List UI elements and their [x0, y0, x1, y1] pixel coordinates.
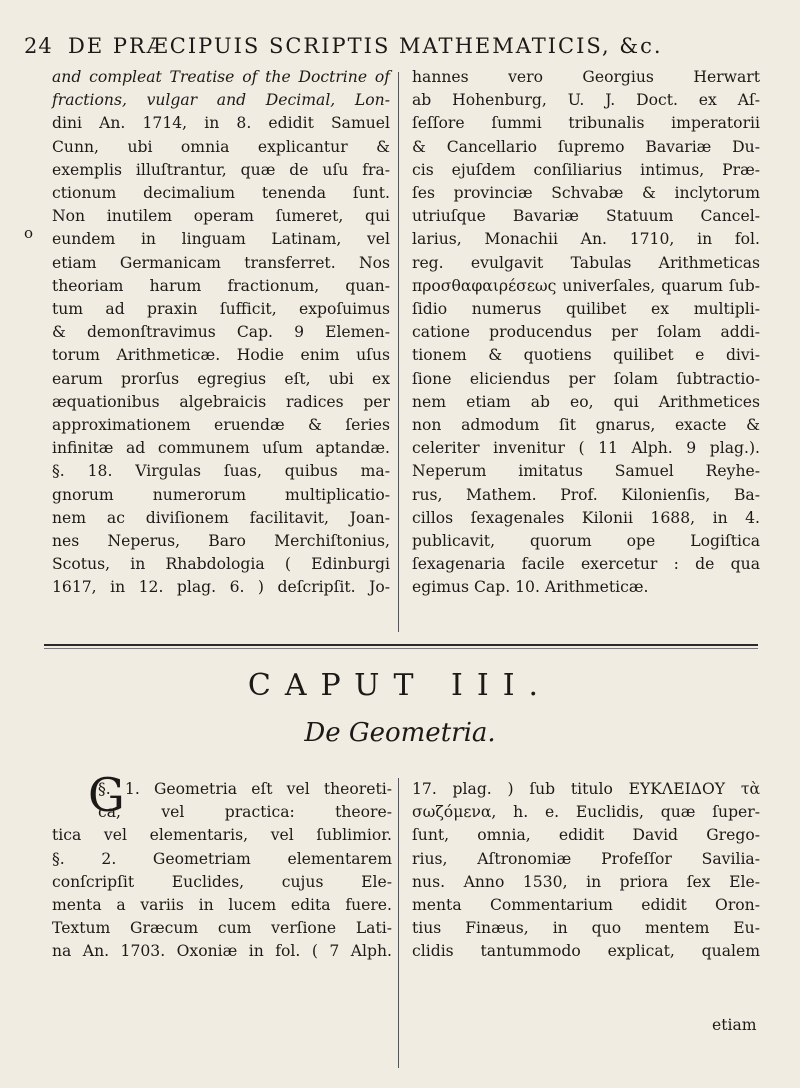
text-line: ſeſſore ſummi tribunalis imperatorii	[412, 114, 760, 133]
text-line: ſunt, omnia, edidit David Grego-	[412, 826, 760, 845]
chapter-heading: CAPUT III.	[247, 668, 553, 703]
running-header	[24, 34, 744, 58]
text-line: theoriam harum fractionum, quan-	[52, 276, 390, 295]
text-line: clidis tantummodo explicat, qualem	[412, 942, 760, 961]
text-line: reg. evulgavit Tabulas Arithmeticas	[412, 253, 760, 272]
page-number: 24	[24, 34, 53, 58]
text-line: §. 18. Virgulas ſuas, quibus ma-	[52, 462, 390, 481]
margin-mark: o	[24, 224, 34, 242]
text-line: gnorum numerorum multiplicatio-	[52, 485, 390, 504]
text-line: hannes vero Georgius Herwart	[412, 68, 760, 86]
text-line: tionem & quotiens quilibet e divi-	[412, 346, 760, 365]
right-column-2	[412, 778, 760, 964]
text-line: ſexagenaria facile exercetur : de qua	[412, 555, 760, 574]
text-line: nem ac diviſionem facilitavit, Joan-	[52, 508, 390, 527]
text-line: tica vel elementaris, vel ſublimior.	[52, 826, 392, 845]
text-line: 17. plag. ) ſub titulo ΕΥΚΛΕΙΔΟΥ τὰ	[412, 780, 760, 798]
text-line: exemplis illuſtrantur, quæ de uſu fra-	[52, 160, 390, 179]
text-line: larius, Monachii An. 1710, in fol.	[412, 230, 760, 249]
text-line: non admodum ſit gnarus, exacte &	[412, 416, 760, 435]
text-line: Scotus, in Rhabdologia ( Edinburgi	[52, 555, 390, 574]
column-divider-2	[398, 778, 399, 1068]
drop-cap: G	[88, 768, 125, 822]
text-line: eundem in linguam Latinam, vel	[52, 230, 390, 249]
text-line: §. 2. Geometriam elementarem	[52, 849, 392, 868]
text-line: tum ad praxin ſufficit, expoſuimus	[52, 300, 390, 319]
text-line: catione producendus per ſolam addi-	[412, 323, 760, 342]
text-line: Neperum imitatus Samuel Reyhe-	[412, 462, 760, 481]
text-line: 1617, in 12. plag. 6. ) deſcripſit. Jo-	[52, 578, 390, 597]
text-line: σωζόμενα, h. e. Euclidis, quæ ſuper-	[412, 803, 760, 822]
running-title: DE PRÆCIPUIS SCRIPTIS MATHEMATICIS, &c.	[68, 34, 663, 58]
text-line: ctionum decimalium tenenda ſunt.	[52, 184, 390, 203]
text-line: & Cancellario ſupremo Bavariæ Du-	[412, 137, 760, 156]
text-line: rus, Mathem. Prof. Kilonienſis, Ba-	[412, 485, 760, 504]
text-line: and compleat Treatise of the Doctrine of	[52, 68, 390, 86]
text-line: προσθαφαιρέσεως univerſales, quarum ſub-	[412, 276, 760, 295]
section-rule-thin	[44, 648, 758, 649]
left-column-2	[52, 768, 392, 964]
text-line: cis ejuſdem conſiliarius intimus, Præ-	[412, 160, 760, 179]
text-line: egimus Cap. 10. Arithmeticæ.	[412, 578, 649, 597]
text-line: Textum Græcum cum verſione Lati-	[52, 919, 392, 938]
text-line: publicavit, quorum ope Logiſtica	[412, 532, 760, 551]
text-line: conſcripſit Euclides, cujus Ele-	[52, 872, 392, 891]
text-line: nus. Anno 1530, in priora ſex Ele-	[412, 872, 760, 891]
text-line: ſes provinciæ Schvabæ & inclytorum	[412, 184, 760, 203]
column-divider	[398, 72, 399, 632]
text-line: tius Finæus, in quo mentem Eu-	[412, 919, 760, 938]
text-line: nes Neperus, Baro Merchiſtonius,	[52, 532, 390, 551]
text-line: torum Arithmeticæ. Hodie enim uſus	[52, 346, 390, 365]
text-line: earum prorſus egregius eſt, ubi ex	[52, 369, 390, 388]
text-line: na An. 1703. Oxoniæ in fol. ( 7 Alph.	[52, 942, 392, 961]
text-line: nem etiam ab eo, qui Arithmetices	[412, 392, 760, 411]
chapter-subtitle: De Geometria.	[304, 718, 496, 748]
text-line: approximationem eruendæ & ſeries	[52, 416, 390, 435]
text-line: dini An. 1714, in 8. edidit Samuel	[52, 114, 390, 133]
text-line: etiam Germanicam transferret. Nos	[52, 253, 390, 272]
text-line: §. 1. Geometria eſt vel theoreti-	[98, 780, 392, 798]
text-line: fractions, vulgar and Decimal, Lon-	[52, 91, 390, 110]
text-line: ſidio numerus quilibet ex multipli-	[412, 300, 760, 319]
text-line: & demonſtravimus Cap. 9 Elemen-	[52, 323, 390, 342]
text-line: celeriter invenitur ( 11 Alph. 9 plag.).	[412, 439, 760, 458]
text-line: infinitæ ad communem uſum aptandæ.	[52, 439, 390, 458]
text-line: Non inutilem operam ſumeret, qui	[52, 207, 390, 226]
left-column	[52, 66, 390, 600]
text-line: menta Commentarium edidit Oron-	[412, 896, 760, 915]
text-line: ſione eliciendus per ſolam ſubtractio-	[412, 369, 760, 388]
text-line: ca, vel practica: theore-	[98, 803, 392, 822]
text-line: menta a variis in lucem edita fuere.	[52, 896, 392, 915]
section-rule	[44, 644, 758, 646]
text-line: utriuſque Bavariæ Statuum Cancel-	[412, 207, 760, 226]
text-line: Cunn, ubi omnia explicantur &	[52, 137, 390, 156]
right-column	[412, 66, 760, 600]
catchword: etiam	[712, 1016, 757, 1034]
text-line: cillos ſexagenales Kilonii 1688, in 4.	[412, 508, 760, 527]
text-line: rius, Aſtronomiæ Profeſſor Savilia-	[412, 849, 760, 868]
text-line: æquationibus algebraicis radices per	[52, 392, 390, 411]
text-line: ab Hohenburg, U. J. Doct. ex Aſ-	[412, 91, 760, 110]
